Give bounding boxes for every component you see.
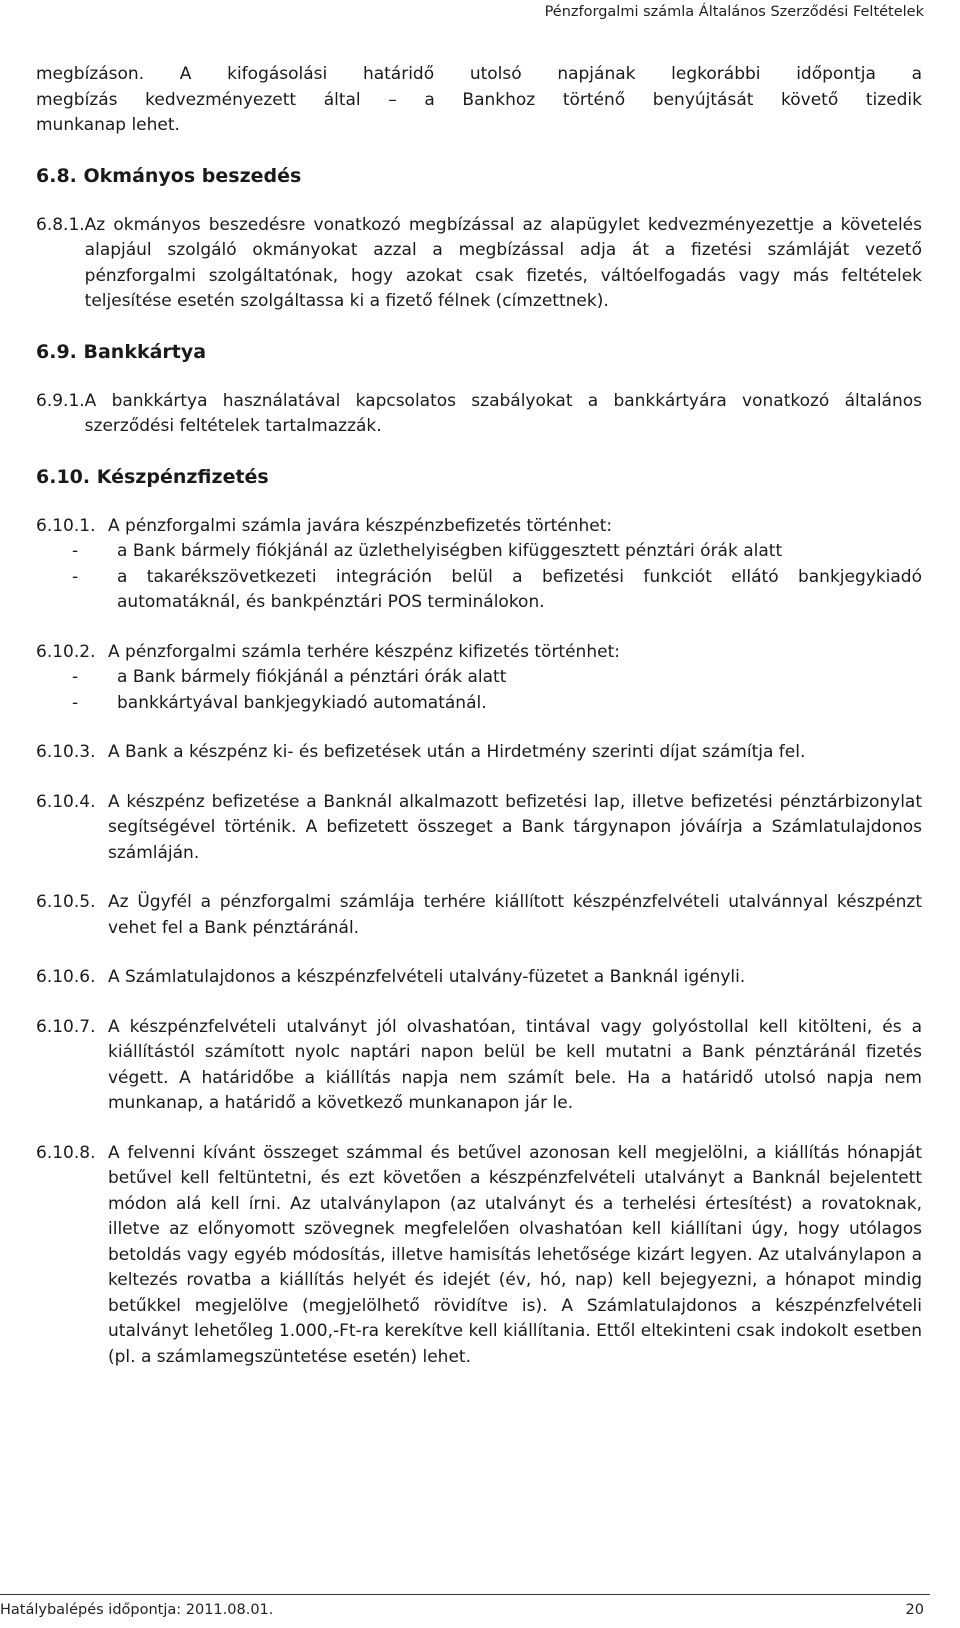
paragraph-text: A készpénz befizetése a Banknál alkalmazott befizetési lap, illetve befizetési pénztárbizonylat segítségével történik. A befizetett összeget a Bank tárgynapon jóváírja a Számlatulajdonos számláján. bbox=[108, 791, 922, 863]
paragraph-6-10-3 bbox=[36, 740, 922, 766]
list-item-text: a Bank bármely fiókjánál az üzlethelyiségben kifüggesztett pénztári órák alatt bbox=[117, 541, 783, 561]
paragraph-text: A pénzforgalmi számla terhére készpénz kifizetés történhet: bbox=[108, 641, 620, 662]
paragraph-text: Az okmányos beszedésre vonatkozó megbízással az alapügylet kedvezményezettje a követelés alapjául szolgáló okmányokat azzal a megbízással adja át a fizetési számláját vezető pénzforgalmi szolgáltatónak, hogy azokat csak fizetés, váltóelfogadás vagy más feltételek teljesítése esetén szolgáltassa ki a fizető félnek (címzettnek). bbox=[84, 214, 922, 311]
page-number: 20 bbox=[905, 1602, 924, 1618]
paragraph-number: 6.10.2. bbox=[36, 641, 96, 662]
paragraph-number: 6.10.8. bbox=[36, 1142, 96, 1163]
list-item-text: a takarékszövetkezeti integráción belül a befizetési funkciót ellátó bankjegykiadó automatáknál, és bankpénztári POS terminálokon. bbox=[117, 566, 922, 612]
list-item: - bankkártyával bankjegykiadó automatánál. bbox=[36, 691, 922, 717]
list-item: - a Bank bármely fiókjánál az üzlethelyiségben kifüggesztett pénztári órák alatt bbox=[36, 539, 922, 565]
paragraph-6-10-6 bbox=[36, 965, 922, 991]
paragraph-number: 6.8.1. bbox=[36, 214, 85, 235]
paragraph-6-8-1 bbox=[36, 213, 922, 315]
section-heading-6-10: 6.10. Készpénzfizetés bbox=[36, 465, 269, 488]
list-item: - a takarékszövetkezeti integráción belül a befizetési funkciót ellátó bankjegykiadó automatáknál, és bankpénztári POS terminálokon. bbox=[36, 565, 922, 616]
paragraph-number: 6.10.1. bbox=[36, 515, 96, 536]
list-item-text: a Bank bármely fiókjánál a pénztári órák alatt bbox=[117, 667, 507, 687]
paragraph-number: 6.10.6. bbox=[36, 967, 96, 987]
intro-line-3: munkanap lehet. bbox=[36, 115, 180, 135]
paragraph-text: A pénzforgalmi számla javára készpénzbefizetés történhet: bbox=[108, 515, 613, 536]
paragraph-number: 6.10.5. bbox=[36, 892, 96, 912]
paragraph-text: A Bank a készpénz ki- és befizetések után a Hirdetmény szerinti díjat számítja fel. bbox=[108, 742, 806, 762]
section-heading-6-9: 6.9. Bankkártya bbox=[36, 340, 207, 363]
intro-line-2: megbízás kedvezményezett által – a Bankhoz történő benyújtását követő tizedik bbox=[36, 89, 922, 110]
paragraph-number: 6.9.1. bbox=[36, 390, 85, 411]
paragraph-text: A Számlatulajdonos a készpénzfelvételi utalvány-füzetet a Banknál igényli. bbox=[108, 967, 746, 987]
paragraph-6-10-5 bbox=[36, 890, 922, 941]
running-header: Pénzforgalmi számla Általános Szerződési Feltételek bbox=[544, 4, 924, 20]
paragraph-6-10-2 bbox=[36, 640, 922, 666]
paragraph-6-10-8 bbox=[36, 1141, 922, 1371]
paragraph-text: Az Ügyfél a pénzforgalmi számlája terhére kiállított készpénzfelvételi utalvánnyal készpénzt vehet fel a Bank pénztáránál. bbox=[108, 892, 922, 938]
list-item: - a Bank bármely fiókjánál a pénztári órák alatt bbox=[36, 665, 922, 691]
paragraph-6-10-1 bbox=[36, 514, 922, 540]
paragraph-number: 6.10.4. bbox=[36, 791, 96, 812]
paragraph-text: A bankkártya használatával kapcsolatos szabályokat a bankkártyára vonatkozó általános szerződési feltételek tartalmazzák. bbox=[84, 390, 922, 436]
paragraph-6-10-7 bbox=[36, 1015, 922, 1117]
paragraph-number: 6.10.3. bbox=[36, 742, 96, 762]
document-body bbox=[36, 62, 922, 1370]
paragraph-text: A készpénzfelvételi utalványt jól olvashatóan, tintával vagy golyóstollal kell kitölteni, és a kiállítástól számított nyolc naptári napon belül be kell mutatni a Bank pénztáránál fizetés végett. A határidőbe a kiállítás napja nem számít bele. Ha a határidő utolsó napja nem munkanap, a határidő a következő munkanapon jár le. bbox=[108, 1016, 922, 1113]
intro-line-1: megbízáson. A kifogásolási határidő utolsó napjának legkorábbi időpontja a bbox=[36, 64, 922, 84]
section-heading-6-8: 6.8. Okmányos beszedés bbox=[36, 164, 302, 187]
paragraph-text: A felvenni kívánt összeget számmal és betűvel azonosan kell megjelölni, a kiállítás hónapját betűvel kell feltüntetni, és ezt követően a készpénzfelvételi utalványt a Banknál bejelentett módon alá kell írni. Az utalványlapon (az utalványt és a terhelési értesítést) a rovatoknak, illetve az előnyomott szövegnek megfelelően olvashatóan kell kiállítani úgy, hogy utólagos betoldás vagy egyéb módosítás, illetve hamisítás lehetősége kizárt legyen. Az utalványlapon a keltezés rovatba a kiállítás helyét és idejét (év, hó, nap) kell bejegyezni, a hónapot mindig betűkkel megjelölve (megjelölhető rövidítve is). A Számlatulajdonos a készpénzfelvételi utalványt lehetőleg 1.000,-Ft-ra kerekítve kell kiállítania. Ettől eltekinteni csak indokolt esetben (pl. a számlamegszüntetése esetén) lehet. bbox=[108, 1142, 922, 1367]
effective-date: Hatálybalépés időpontja: 2011.08.01. bbox=[0, 1602, 274, 1618]
paragraph-number: 6.10.7. bbox=[36, 1016, 96, 1037]
footer-divider bbox=[0, 1594, 930, 1595]
list-item-text: bankkártyával bankjegykiadó automatánál. bbox=[117, 692, 487, 713]
paragraph-6-9-1 bbox=[36, 389, 922, 440]
paragraph-6-10-4 bbox=[36, 790, 922, 867]
